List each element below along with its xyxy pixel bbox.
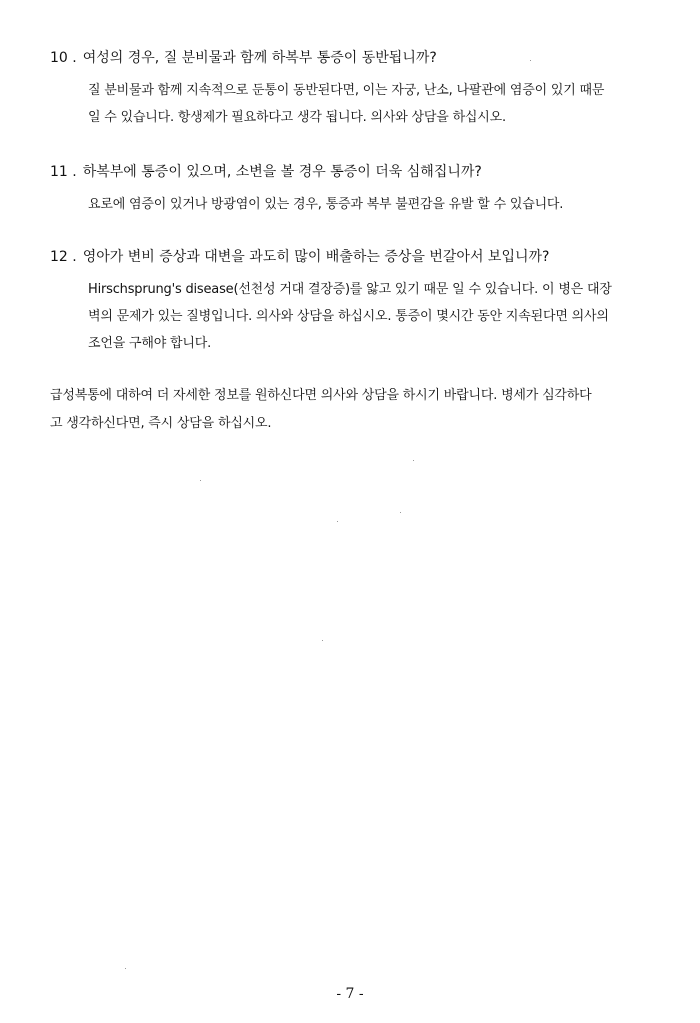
question-line: [50, 162, 680, 182]
question-block-11: [50, 162, 680, 218]
answer-line: 요로에 염증이 있거나 방광염이 있는 경우, 통증과 복부 불편감을 유발 할 수 있습니다.: [88, 197, 564, 212]
closing-line: 고 생각하신다면, 즉시 상담을 하십시오.: [50, 416, 272, 431]
scan-speck: [400, 512, 401, 513]
question-line: [50, 48, 680, 68]
answer-text: [88, 77, 680, 131]
answer-line: 벽의 문제가 있는 질병입니다. 의사와 상담을 하십시오. 통증이 몇시간 동안 지속된다면 의사의: [88, 309, 609, 324]
answer-line: 조언을 구해야 합니다.: [88, 336, 212, 351]
question-number: 11 .: [50, 164, 77, 180]
question-text: 여성의 경우, 질 분비물과 함께 하복부 통증이 동반됩니까?: [82, 50, 437, 66]
closing-line: 급성복통에 대하여 더 자세한 정보를 원하신다면 의사와 상담을 하시기 바랍니다. 병세가 심각하다: [50, 388, 592, 403]
scan-speck: [337, 521, 338, 522]
scan-speck: [413, 460, 414, 461]
answer-text: [88, 276, 680, 357]
page-number: - 7 -: [336, 986, 364, 1002]
answer-line: 질 분비물과 함께 지속적으로 둔통이 동반된다면, 이는 자궁, 난소, 나팔관에 염증이 있기 때문: [88, 83, 605, 98]
closing-paragraph: [50, 382, 690, 438]
answer-text: [88, 191, 680, 218]
question-number: 12 .: [50, 249, 77, 265]
scan-speck: [125, 968, 126, 969]
scan-speck: [200, 480, 201, 481]
answer-line: 일 수 있습니다. 항생제가 필요하다고 생각 됩니다. 의사와 상담을 하십시오.: [88, 110, 506, 125]
question-block-10: [50, 48, 680, 131]
scan-speck: [530, 60, 531, 61]
question-number: 10 .: [50, 50, 77, 66]
answer-line: Hirschsprung's disease(선천성 거대 결장증)를 앓고 있기 때문 일 수 있습니다. 이 병은 대장: [88, 282, 612, 297]
question-block-12: [50, 247, 680, 357]
question-text: 하복부에 통증이 있으며, 소변을 볼 경우 통증이 더욱 심해집니까?: [82, 164, 482, 180]
scan-speck: [322, 640, 323, 641]
question-text: 영아가 변비 증상과 대변을 과도히 많이 배출하는 증상을 번갈아서 보입니까?: [82, 249, 550, 265]
question-line: [50, 247, 680, 267]
